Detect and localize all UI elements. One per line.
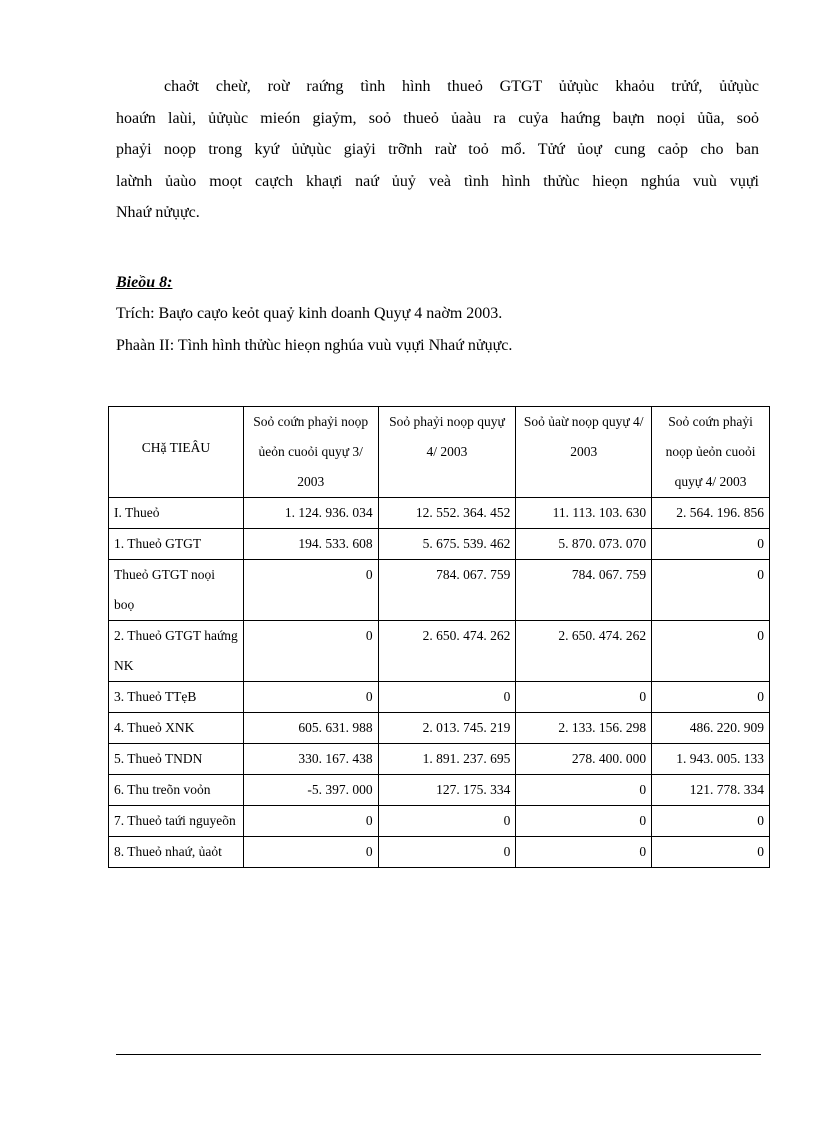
paragraph-line: laừnh ủaùo moọt caựch khaựi naứ ủuỷ veà tình hình thửùc hieọn nghúa vuù vụựi [116,172,759,190]
cell-value: 0 [243,806,378,837]
body-paragraph [116,71,759,229]
paragraph-line: Nhaứ nửụực. [116,204,200,221]
cell-value: 127. 175. 334 [378,775,516,806]
row-label: 6. Thu treõn voỏn [109,775,244,806]
row-label: 5. Thueỏ TNDN [109,744,244,775]
header-cell-indicator: CHặ TIEÂU [109,407,244,498]
cell-value: 0 [243,837,378,868]
cell-value: 278. 400. 000 [516,744,652,775]
paragraph-line: phaỷi noọp trong kyứ ủửụùc giaỷi trỡnh raừ toỏ mổ. Tửứ ủoự cung caỏp cho ban [116,141,759,158]
row-label: 2. Thueỏ GTGT haứng NK [109,621,244,682]
row-label: 3. Thueỏ TTẹB [109,682,244,713]
cell-value: 0 [652,837,770,868]
cell-value: 486. 220. 909 [652,713,770,744]
cell-value: 1. 891. 237. 695 [378,744,516,775]
cell-value: 5. 870. 073. 070 [516,529,652,560]
header-cell-q4-paid: Soỏ ủaừ noọp quyự 4/ 2003 [516,407,652,498]
row-label: Thueỏ GTGT noọi boọ [109,560,244,621]
header-cell-q4-remaining: Soỏ coứn phaỷi noọp ủeỏn cuoỏi quyự 4/ 2003 [652,407,770,498]
table-row [109,775,770,806]
header-cell-q3-remaining: Soỏ coứn phaỷi noọp ủeỏn cuoỏi quyự 3/ 2003 [243,407,378,498]
cell-value: 0 [516,682,652,713]
cell-value: 12. 552. 364. 452 [378,498,516,529]
cell-value: 0 [652,682,770,713]
cell-value: 0 [378,682,516,713]
cell-value: 0 [652,560,770,621]
section-heading: Bieồu 8: [116,274,173,291]
report-source-line: Trích: Baựo caựo keỏt quaỷ kinh doanh Quyự 4 naờm 2003. [116,305,503,322]
cell-value: 0 [243,560,378,621]
table-row [109,529,770,560]
report-part-line: Phaàn II: Tình hình thửùc hieọn nghúa vuù vụựi Nhaứ nửụực. [116,337,513,354]
row-label: I. Thueỏ [109,498,244,529]
cell-value: 605. 631. 988 [243,713,378,744]
paragraph-line: chaởt cheừ, roừ raứng tình hình thueỏ GTGT ủửụùc khaỏu trửứ, ủửụùc [164,78,759,95]
row-label: 4. Thueỏ XNK [109,713,244,744]
header-cell-q4-payable: Soỏ phaỷi noọp quyự 4/ 2003 [378,407,516,498]
cell-value: 5. 675. 539. 462 [378,529,516,560]
cell-value: 0 [516,775,652,806]
row-label: 1. Thueỏ GTGT [109,529,244,560]
cell-value: 1. 124. 936. 034 [243,498,378,529]
table-row [109,560,770,621]
cell-value: 0 [378,837,516,868]
table-row [109,621,770,682]
footer-rule [116,1054,761,1055]
row-label: 8. Thueỏ nhaứ, ủaỏt [109,837,244,868]
cell-value: 0 [516,837,652,868]
cell-value: 2. 650. 474. 262 [378,621,516,682]
cell-value: 330. 167. 438 [243,744,378,775]
paragraph-line: hoaứn laùi, ủửụùc mieón giaỷm, soỏ thueỏ ủaàu ra cuỷa haứng baựn noọi ủũa, soỏ [116,109,759,127]
cell-value: 2. 133. 156. 298 [516,713,652,744]
table-header-row [109,407,770,498]
table-row [109,806,770,837]
cell-value: 2. 013. 745. 219 [378,713,516,744]
table-row [109,682,770,713]
tax-obligation-table [108,406,770,868]
cell-value: 0 [243,682,378,713]
table-row [109,837,770,868]
cell-value: -5. 397. 000 [243,775,378,806]
cell-value: 0 [652,806,770,837]
cell-value: 2. 650. 474. 262 [516,621,652,682]
table-row [109,498,770,529]
cell-value: 784. 067. 759 [516,560,652,621]
cell-value: 1. 943. 005. 133 [652,744,770,775]
cell-value: 0 [516,806,652,837]
row-label: 7. Thueỏ taứi nguyeõn [109,806,244,837]
cell-value: 0 [652,621,770,682]
cell-value: 0 [243,621,378,682]
table-row [109,744,770,775]
cell-value: 784. 067. 759 [378,560,516,621]
cell-value: 11. 113. 103. 630 [516,498,652,529]
table-row [109,713,770,744]
cell-value: 2. 564. 196. 856 [652,498,770,529]
cell-value: 121. 778. 334 [652,775,770,806]
cell-value: 0 [378,806,516,837]
cell-value: 0 [652,529,770,560]
cell-value: 194. 533. 608 [243,529,378,560]
